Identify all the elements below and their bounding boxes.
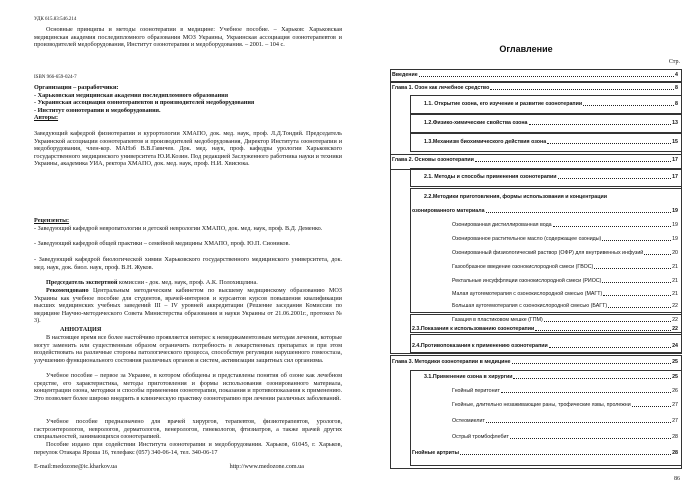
organizations-block — [34, 84, 342, 122]
right-page — [352, 0, 700, 496]
toc-entry-osteomyelitis: Остеомиелит 27 — [452, 418, 678, 424]
toc-entry-arthritis: Гнойные артриты 28 — [412, 450, 678, 456]
toc-entry-bagt: Большая аутогемотерапия с озонокислородной смесью (БАГТ) 22 — [452, 303, 678, 309]
page-number: 86 — [674, 476, 680, 482]
toc-entry-gpm: Газация в пластиковом мешке (ГПМ) 22 — [452, 317, 678, 323]
reviewer-item: - Заведующий кафедрой невропатологии и детской неврологии ХМАПО, док. мед. наук, проф. В.Д. Деменко. — [34, 225, 323, 232]
contacts-line — [34, 463, 304, 471]
toc-entry-gvos: Газообразное введение озонокислородной смеси (ГВОС) 21 — [452, 264, 678, 270]
toc-entry-intro: Введение 4 — [392, 72, 678, 78]
table-of-contents — [352, 0, 700, 496]
authors-text: Заведующий кафедрой физиотерапии и курортологии ХМАПО, док. мед. наук, проф. Л.Д.Тондий. Председатель Украинской ассоциации озонотерапевтов и производителей медоборудования, Директор Института озонотерапии и медоборудования, член-кор. МАНэб В.В.Гавичев. Док. мед. наук, проф. кафедры урологии Харьковского государственного медицинского университета Ю.И.Козин. Под редакцией Заслуженного работника науки и техники Украины, академика УИА, ректора ХМАПО, док. мед. наук, проф. Н.И. Хвисюка. — [34, 130, 342, 168]
recommendation — [34, 287, 342, 325]
toc-entry-section-2-2-line1: 2.2.Методики приготовления, формы использования и концентрации — [424, 194, 608, 200]
toc-entry-chapter1: Глава 1. Озон как лечебное средство 8 — [392, 85, 678, 91]
toc-entry-ozonated-water: Озонированная дистиллированная вода 19 — [452, 222, 678, 228]
annotation-paragraph: Учебное пособие предназначено для врачей хирургов, терапевтов, физиотерапевтов, урологов, гастроэнтерологов, неврологов, дерматологов, венерологов, гинекологов, фтизиатров, а также врачей других специальностей, занимающихся озонотерапией. — [34, 418, 342, 441]
toc-entry-peritonitis: Гнойный перитонит 26 — [452, 388, 678, 394]
expert-lead: Председатель экспертной — [46, 279, 118, 286]
annotation-paragraph: В настоящее время все более настойчиво проявляется интерес к немедикаментозным методам лечения, которые могут заменить или существенным образом ограничить потребность в лекарственных препаратах и при этом воздействовать на различные стороны патологического процесса, способствуя регуляции нарушенного гомеостаза, улучшению функционального состояния различных органов и систем, активизации защитных сил организма. — [34, 334, 342, 364]
organizations-heading: Организации – разработчики: — [34, 84, 119, 91]
toc-entry-section-1-3: 1.3.Механизм биохимического действия озона 15 — [424, 139, 678, 145]
authors-heading: Авторы: — [34, 114, 59, 122]
toc-entry-chapter2: Глава 2. Основы озонотерапии 17 — [392, 157, 678, 163]
toc-entry-section-2-2: озонированного материала 19 — [412, 208, 678, 214]
toc-entry-thrombophlebitis: Острый тромбофлебит 28 — [452, 434, 678, 440]
reviewers-block — [34, 217, 342, 225]
toc-entry-ofr: Озонированный физиологический раствор (ОФР) для внутривенных инфузий 20 — [452, 250, 678, 256]
toc-entry-magt: Малая аутогемотерапия с озонокислородной смесью (МАГТ) 21 — [452, 291, 678, 297]
toc-entry-wounds: Гнойные, длительно незаживающие раны, трофические язвы, пролежни 27 — [452, 402, 678, 408]
toc-title: Оглавление — [499, 44, 553, 54]
bibliographic-record: Основные принципы и методы озонотерапии в медицине: Учебное пособие. – Харьков: Харьковская медицинская академия последипломного образования МОЗ Украины, Украинская ассоциация озонотерапевтов и производителей медоборудования, Институт озонотерапии и медоборудования. – 2001. – 104 с. — [34, 26, 342, 49]
annotation-paragraph: Учебное пособие – первое за Украине, в котором обобщены и представлены понятия об озоне как лечебном средстве, его характеристика, методы приготовления и формы использования озонированного материала, концентрации озона, методики и способы применения озонотерапии, показания и противопоказания к применению. Это позволяет более широко внедрить в клиническую практику озонотерапию при лечении различных заболеваний. — [34, 372, 342, 402]
organization-item: - Украинская ассоциация озонотерапевтов и производителей медоборудования — [34, 99, 255, 107]
reviewer-item: - Заведующий кафедрой биологической химии Харьковского государственного медицинского университета, док. мед. наук, док. биол. наук, проф. В.Н. Жуков. — [34, 256, 342, 271]
recommended-text: Центральным методическим кабинетом по высшему медицинскому образованию МОЗ Украины как учебное пособие для студентов, врачей-интернов и курсантов курсов повышения квалификации высших медицинских учебных заведений III – IV уровней аккредитации (Решение заседания Комиссии по медицине Научно-методического Совета Министерства образования и науки Украины от 21.06.2001г., протокол № 3). — [34, 287, 343, 325]
toc-entry-section-1-2: 1.2.Физико-химические свойства озона 13 — [424, 120, 678, 126]
reviewer-item: - Заведующий кафедрой общей практики – семейной медицины ХМАПО, проф. Ю.П. Сиоников. — [34, 240, 290, 247]
annotation-heading: АННОТАЦИЯ — [60, 326, 102, 333]
toc-entry-ozonated-oil: Озонированное растительное масло (содержащее озониды) 19 — [452, 236, 678, 242]
reviewers-heading: Рецензенты: — [34, 217, 70, 224]
udk-code: УДК 615.83:546.214 — [34, 17, 77, 22]
toc-entry-section-2-3: 2.3.Показания к использованию озонотерапии 22 — [412, 326, 678, 332]
annotation-paragraph: Пособие издано при содействии Института озонотерапии и медоборудования. Харьков, 61045, г. Харьков, переулок Отакара Яроша 16, телефакс (057) 340-06-14, тел. 340-06-17 — [34, 441, 342, 456]
recommended-lead: Рекомендовано — [46, 287, 89, 294]
email: E-mail:medozone@ic.kharkov.ua — [34, 463, 117, 470]
organization-item: - Институт озонотерапии и медоборудования. — [34, 106, 161, 114]
toc-entry-section-2-4: 2.4.Противопоказания к применению озонотерапии 24 — [412, 343, 678, 349]
expert-commission — [34, 279, 342, 287]
toc-entry-section-1-1: 1.1. Открытие озона, его изучение и развитие озонотерапии 8 — [424, 101, 678, 107]
toc-entry-rios: Ректальные инсуффляции озонокислородной смеси (РИОС) 21 — [452, 278, 678, 284]
toc-entry-chapter3: Глава 3. Методики озонотерапии в медицине 25 — [392, 359, 678, 365]
page-column-label: Стр. — [668, 59, 680, 65]
toc-entry-section-3-1: 3.1.Применение озона в хирургии 25 — [424, 374, 678, 380]
organization-item: - Харьковская медицинская академия последипломного образования — [34, 91, 229, 99]
website: http://www.medozone.com.ua — [229, 463, 304, 470]
isbn: ISBN 966-659-024-7 — [34, 75, 77, 80]
toc-entry-section-2-1: 2.1. Методы и способы применения озонотерапии 17 — [424, 174, 678, 180]
expert-text: комиссии - док. мед. наук, проф. А.К. Полохищлина. — [119, 279, 258, 286]
